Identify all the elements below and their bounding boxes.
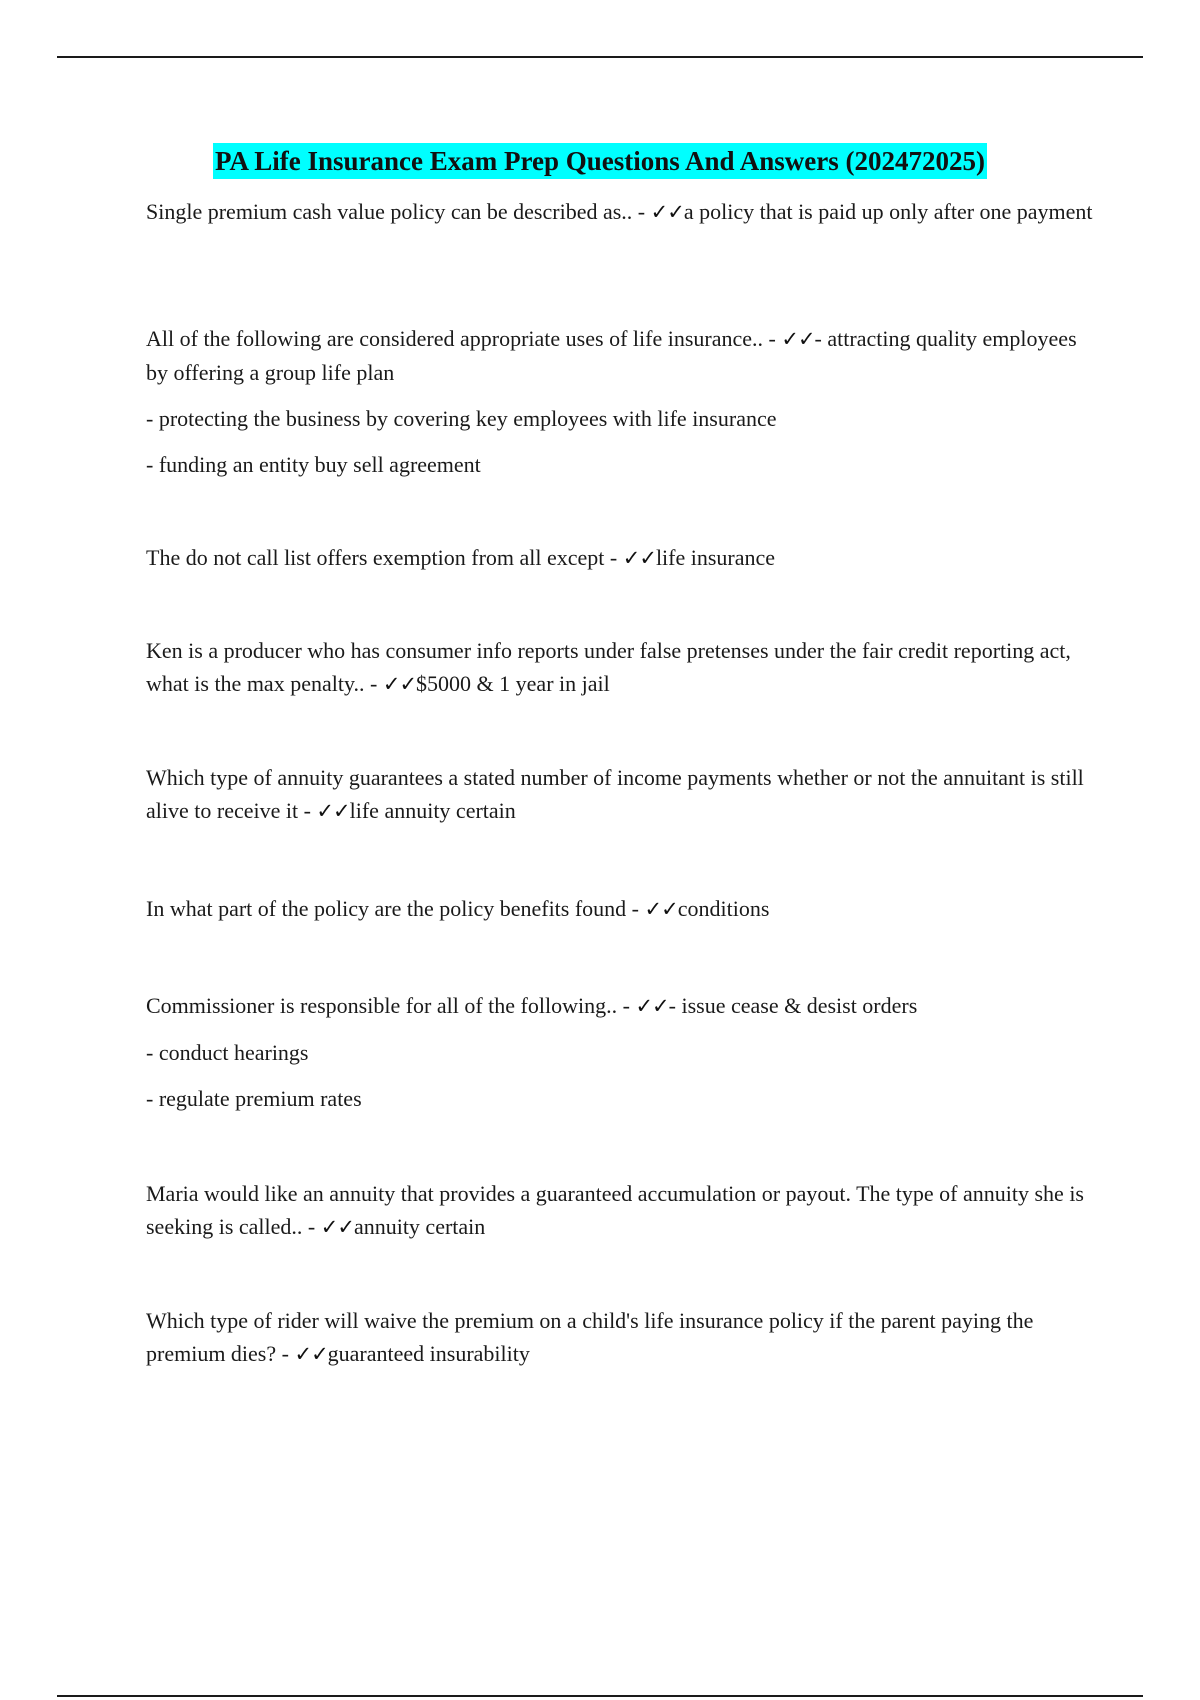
answer-extra-line: - conduct hearings: [146, 1040, 309, 1065]
double-check-icon: ✓✓: [382, 672, 417, 696]
qa-line: [146, 195, 1096, 229]
question-text: Maria would like an annuity that provides a guaranteed accumulation or payout. The type of annuity she is seeking is called.. -: [146, 1181, 1084, 1239]
qa-item-4: [146, 634, 1096, 701]
top-rule: [57, 56, 1143, 58]
qa-line: [146, 541, 1096, 575]
question-text: The do not call list offers exemption from all except -: [146, 545, 623, 570]
qa-line: [146, 322, 1096, 389]
answer-extra-line: - protecting the business by covering key employees with life insurance: [146, 406, 777, 431]
answer-text: - attracting quality employees by offering a group life plan: [146, 326, 1077, 385]
question-text: In what part of the policy are the policy benefits found -: [146, 896, 645, 921]
answer-text: - issue cease & desist orders: [668, 993, 918, 1018]
question-text: All of the following are considered appropriate uses of life insurance.. -: [146, 326, 782, 351]
question-text: Which type of annuity guarantees a stated number of income payments whether or not the annuitant is still alive to receive it -: [146, 765, 1084, 823]
answer-text: $5000 & 1 year in jail: [416, 671, 610, 696]
qa-item-2: [146, 322, 1096, 481]
answer-text: a policy that is paid up only after one payment: [683, 199, 1093, 224]
bottom-rule: [57, 1695, 1143, 1697]
double-check-icon: ✓✓: [294, 1342, 328, 1366]
double-check-icon: ✓✓: [635, 994, 669, 1018]
question-text: Which type of rider will waive the premium on a child's life insurance policy if the parent paying the premium dies? -: [146, 1308, 1034, 1366]
double-check-icon: ✓✓: [622, 546, 656, 570]
double-check-icon: ✓✓: [781, 327, 815, 351]
qa-line: [146, 761, 1096, 828]
qa-item-5: [146, 761, 1096, 828]
document-title: PA Life Insurance Exam Prep Questions And Answers (202472025): [213, 143, 987, 179]
qa-line: [146, 634, 1096, 701]
answer-text: life annuity certain: [349, 798, 516, 823]
title-container: [0, 143, 1200, 179]
double-check-icon: ✓✓: [644, 897, 678, 921]
qa-item-3: [146, 541, 1096, 575]
qa-item-8: [146, 1177, 1096, 1244]
double-check-icon: ✓✓: [650, 200, 684, 224]
qa-item-6: [146, 892, 1096, 926]
question-text: Commissioner is responsible for all of the following.. -: [146, 993, 636, 1018]
answer-text: life insurance: [655, 545, 776, 570]
qa-item-7: [146, 989, 1096, 1115]
answer-text: conditions: [677, 896, 770, 921]
question-text: Ken is a producer who has consumer info reports under false pretenses under the fair credit reporting act, what is the max penalty.. -: [146, 638, 1071, 696]
qa-item-9: [146, 1304, 1096, 1371]
answer-extra-line: - regulate premium rates: [146, 1086, 362, 1111]
double-check-icon: ✓✓: [320, 1215, 354, 1239]
qa-line: [146, 1304, 1096, 1371]
qa-item-1: [146, 195, 1096, 229]
double-check-icon: ✓✓: [316, 799, 350, 823]
qa-line: [146, 892, 1096, 926]
qa-line: [146, 1177, 1096, 1244]
answer-text: guaranteed insurability: [327, 1341, 530, 1366]
answer-text: annuity certain: [353, 1214, 486, 1239]
question-text: Single premium cash value policy can be described as.. -: [146, 199, 651, 224]
qa-line: [146, 989, 1096, 1023]
answer-extra-line: - funding an entity buy sell agreement: [146, 452, 481, 477]
